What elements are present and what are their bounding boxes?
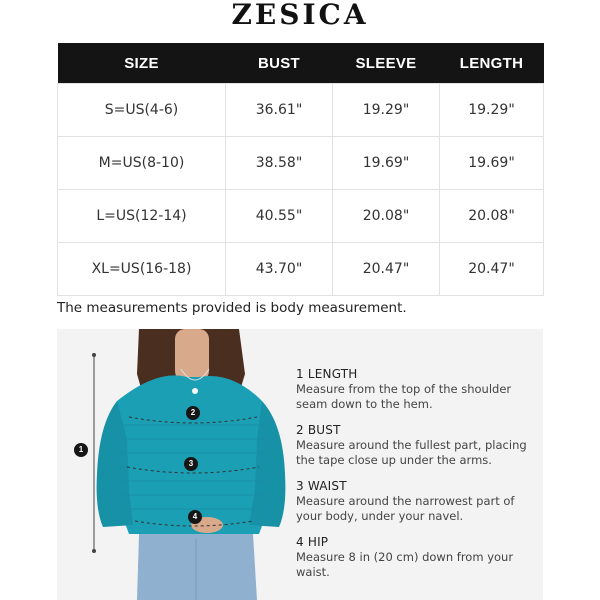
- marker-waist: 3: [184, 457, 198, 471]
- marker-length: 1: [74, 443, 88, 457]
- header-length: LENGTH: [440, 43, 544, 84]
- cell-sleeve: 20.47": [333, 243, 440, 296]
- cell-size: XL=US(16-18): [58, 243, 226, 296]
- cell-sleeve: 20.08": [333, 190, 440, 243]
- cell-bust: 43.70": [226, 243, 333, 296]
- measurement-note: The measurements provided is body measurement.: [57, 300, 407, 316]
- marker-hip: 4: [188, 510, 202, 524]
- header-bust: BUST: [226, 43, 333, 84]
- header-sleeve: SLEEVE: [333, 43, 440, 84]
- measurement-guide-panel: [57, 329, 543, 600]
- cell-sleeve: 19.29": [333, 84, 440, 137]
- table-header-row: [58, 43, 544, 84]
- step-title: 4 HIP: [296, 535, 329, 549]
- cell-length: 20.47": [440, 243, 544, 296]
- cell-bust: 38.58": [226, 137, 333, 190]
- brand-logo: ZESICA: [231, 0, 369, 31]
- step-title: 2 BUST: [296, 423, 341, 437]
- cell-size: L=US(12-14): [58, 190, 226, 243]
- measurement-steps: [296, 367, 541, 591]
- marker-bust: 2: [186, 406, 200, 420]
- cell-bust: 36.61": [226, 84, 333, 137]
- step-length: [296, 367, 541, 412]
- step-hip: [296, 535, 541, 580]
- step-description: Measure around the narrowest part of your body, under your navel.: [296, 494, 515, 523]
- step-bust: [296, 423, 541, 468]
- cell-length: 19.69": [440, 137, 544, 190]
- step-title: 1 LENGTH: [296, 367, 358, 381]
- size-chart-table: [57, 43, 544, 296]
- table-row: [58, 137, 544, 190]
- step-description: Measure around the fullest part, placing the tape close up under the arms.: [296, 438, 527, 467]
- cell-length: 19.29": [440, 84, 544, 137]
- table-row: [58, 190, 544, 243]
- cell-size: M=US(8-10): [58, 137, 226, 190]
- step-description: Measure from the top of the shoulder seam down to the hem.: [296, 382, 512, 411]
- cell-length: 20.08": [440, 190, 544, 243]
- cell-sleeve: 19.69": [333, 137, 440, 190]
- header-size: SIZE: [58, 43, 226, 84]
- table-row: [58, 84, 544, 137]
- table-row: [58, 243, 544, 296]
- step-waist: [296, 479, 541, 524]
- step-title: 3 WAIST: [296, 479, 347, 493]
- step-description: Measure 8 in (20 cm) down from your waist.: [296, 550, 514, 579]
- cell-bust: 40.55": [226, 190, 333, 243]
- cell-size: S=US(4-6): [58, 84, 226, 137]
